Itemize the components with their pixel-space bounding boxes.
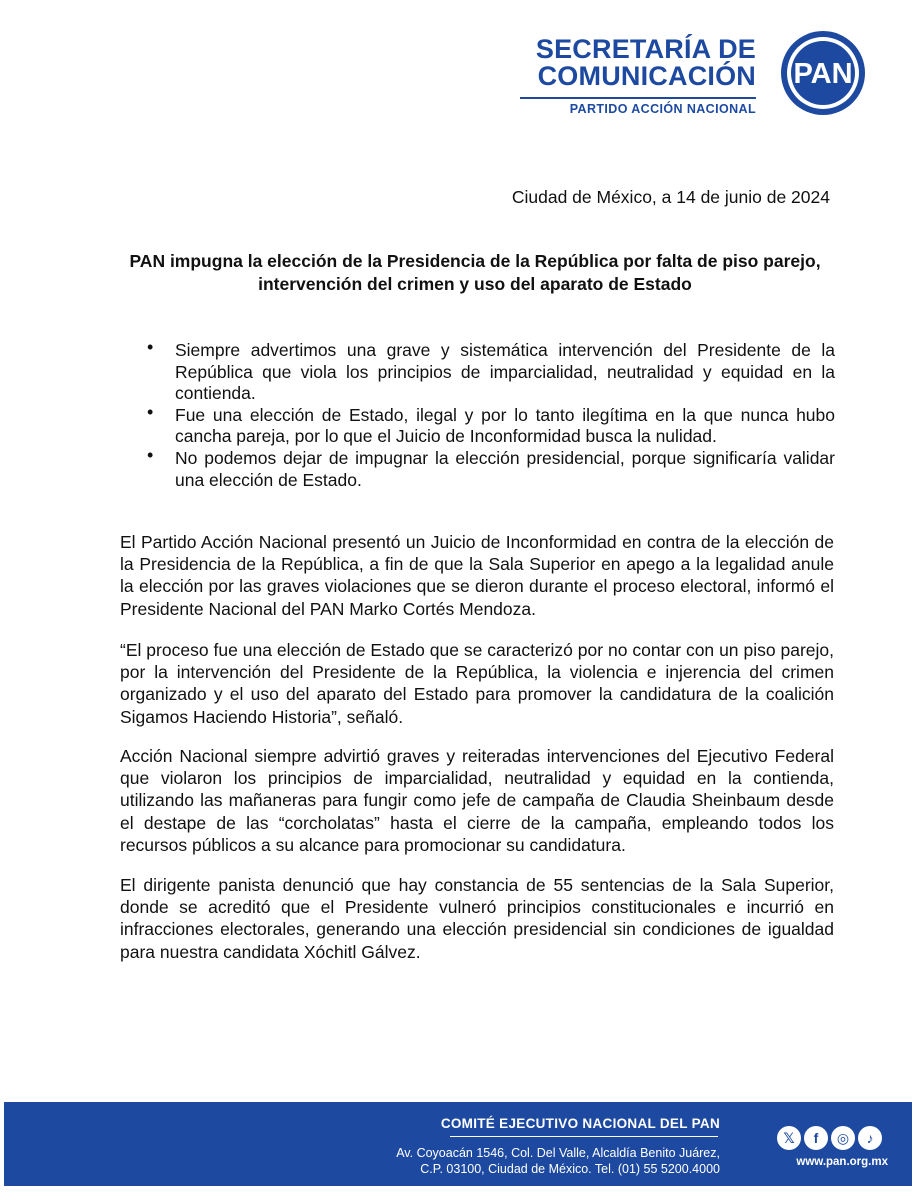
bullet-icon: • (147, 444, 154, 465)
logo-subtitle: PARTIDO ACCIÓN NACIONAL (569, 102, 756, 116)
bullet-item (145, 444, 835, 491)
document-date: Ciudad de México, a 14 de junio de 2024 (511, 187, 830, 207)
x-icon[interactable]: 𝕏 (777, 1126, 801, 1150)
logo-wordmark (536, 36, 756, 90)
pan-badge-icon (780, 30, 866, 116)
summary-bullet-list (145, 337, 835, 491)
social-links (777, 1126, 882, 1150)
bullet-item (145, 401, 835, 448)
facebook-icon[interactable]: f (804, 1126, 828, 1150)
pan-badge-text: PAN (793, 58, 853, 90)
bullet-icon: • (147, 337, 154, 357)
footer-divider (450, 1136, 718, 1137)
footer-address-line-1: Av. Coyoacán 1546, Col. Del Valle, Alcaldía Benito Juárez, (396, 1146, 720, 1160)
footer-org-name: COMITÉ EJECUTIVO NACIONAL DEL PAN (440, 1116, 720, 1131)
tiktok-icon[interactable]: ♪ (858, 1126, 882, 1150)
footer-bar (4, 1102, 912, 1186)
bullet-item (145, 337, 835, 405)
footer-address (396, 1146, 720, 1177)
logo-line-2: COMUNICACIÓN (537, 61, 756, 91)
footer-website-link[interactable]: www.pan.org.mx (796, 1156, 888, 1168)
bullet-text: Siempre advertimos una grave y sistemática intervención del Presidente de la República que viola los principios de imparcialidad, neutralidad y equidad en la contienda. (175, 340, 835, 404)
body-paragraph: “El proceso fue una elección de Estado que se caracterizó por no contar con un piso parejo, por la intervención del Presidente de la República, la violencia e injerencia del crimen organizado y el uso del aparato del Estado para promover la candidatura de la coalición Sigamos Haciendo Historia”, señaló. (120, 640, 834, 727)
footer-address-line-2: C.P. 03100, Ciudad de México. Tel. (01) 55 5200.4000 (420, 1161, 720, 1176)
body-paragraph: Acción Nacional siempre advirtió graves y reiteradas intervenciones del Ejecutivo Federal que violaron los principios de imparcialidad, neutralidad y equidad en la contienda, utilizando las mañaneras para fungir como jefe de campaña de Claudia Sheinbaum desde el destape de las “corcholatas” hasta el cierre de la campaña, empleando todos los recursos públicos a su alcance para promocionar su candidatura. (120, 746, 834, 855)
document-title: PAN impugna la elección de la Presidencia de la República por falta de piso parejo, intervención del crimen y uso del aparato de Estado (129, 251, 821, 294)
logo-divider (520, 97, 756, 99)
secretaria-comunicacion-logo (520, 30, 866, 114)
logo-line-1: SECRETARÍA DE (535, 34, 756, 64)
bullet-text: Fue una elección de Estado, ilegal y por lo tanto ilegítima en la que nunca hubo cancha pareja, por lo que el Juicio de Inconformidad busca la nulidad. (175, 404, 835, 447)
instagram-icon[interactable]: ◎ (831, 1126, 855, 1150)
bullet-icon: • (147, 401, 154, 422)
bullet-text: No podemos dejar de impugnar la elección presidencial, porque significaría validar una elección de Estado. (175, 447, 835, 490)
body-paragraph: El Partido Acción Nacional presentó un Juicio de Inconformidad en contra de la elección de la Presidencia de la República, a fin de que la Sala Superior en apego a la legalidad anule la elección por las graves violaciones que se dieron durante el proceso electoral, informó el Presidente Nacional del PAN Marko Cortés Mendoza. (120, 532, 834, 619)
body-paragraph: El dirigente panista denunció que hay constancia de 55 sentencias de la Sala Superior, donde se acreditó que el Presidente vulneró principios constitucionales e incurrió en infracciones electorales, generando una elección presidencial sin condiciones de igualdad para nuestra candidata Xóchitl Gálvez. (120, 875, 834, 962)
